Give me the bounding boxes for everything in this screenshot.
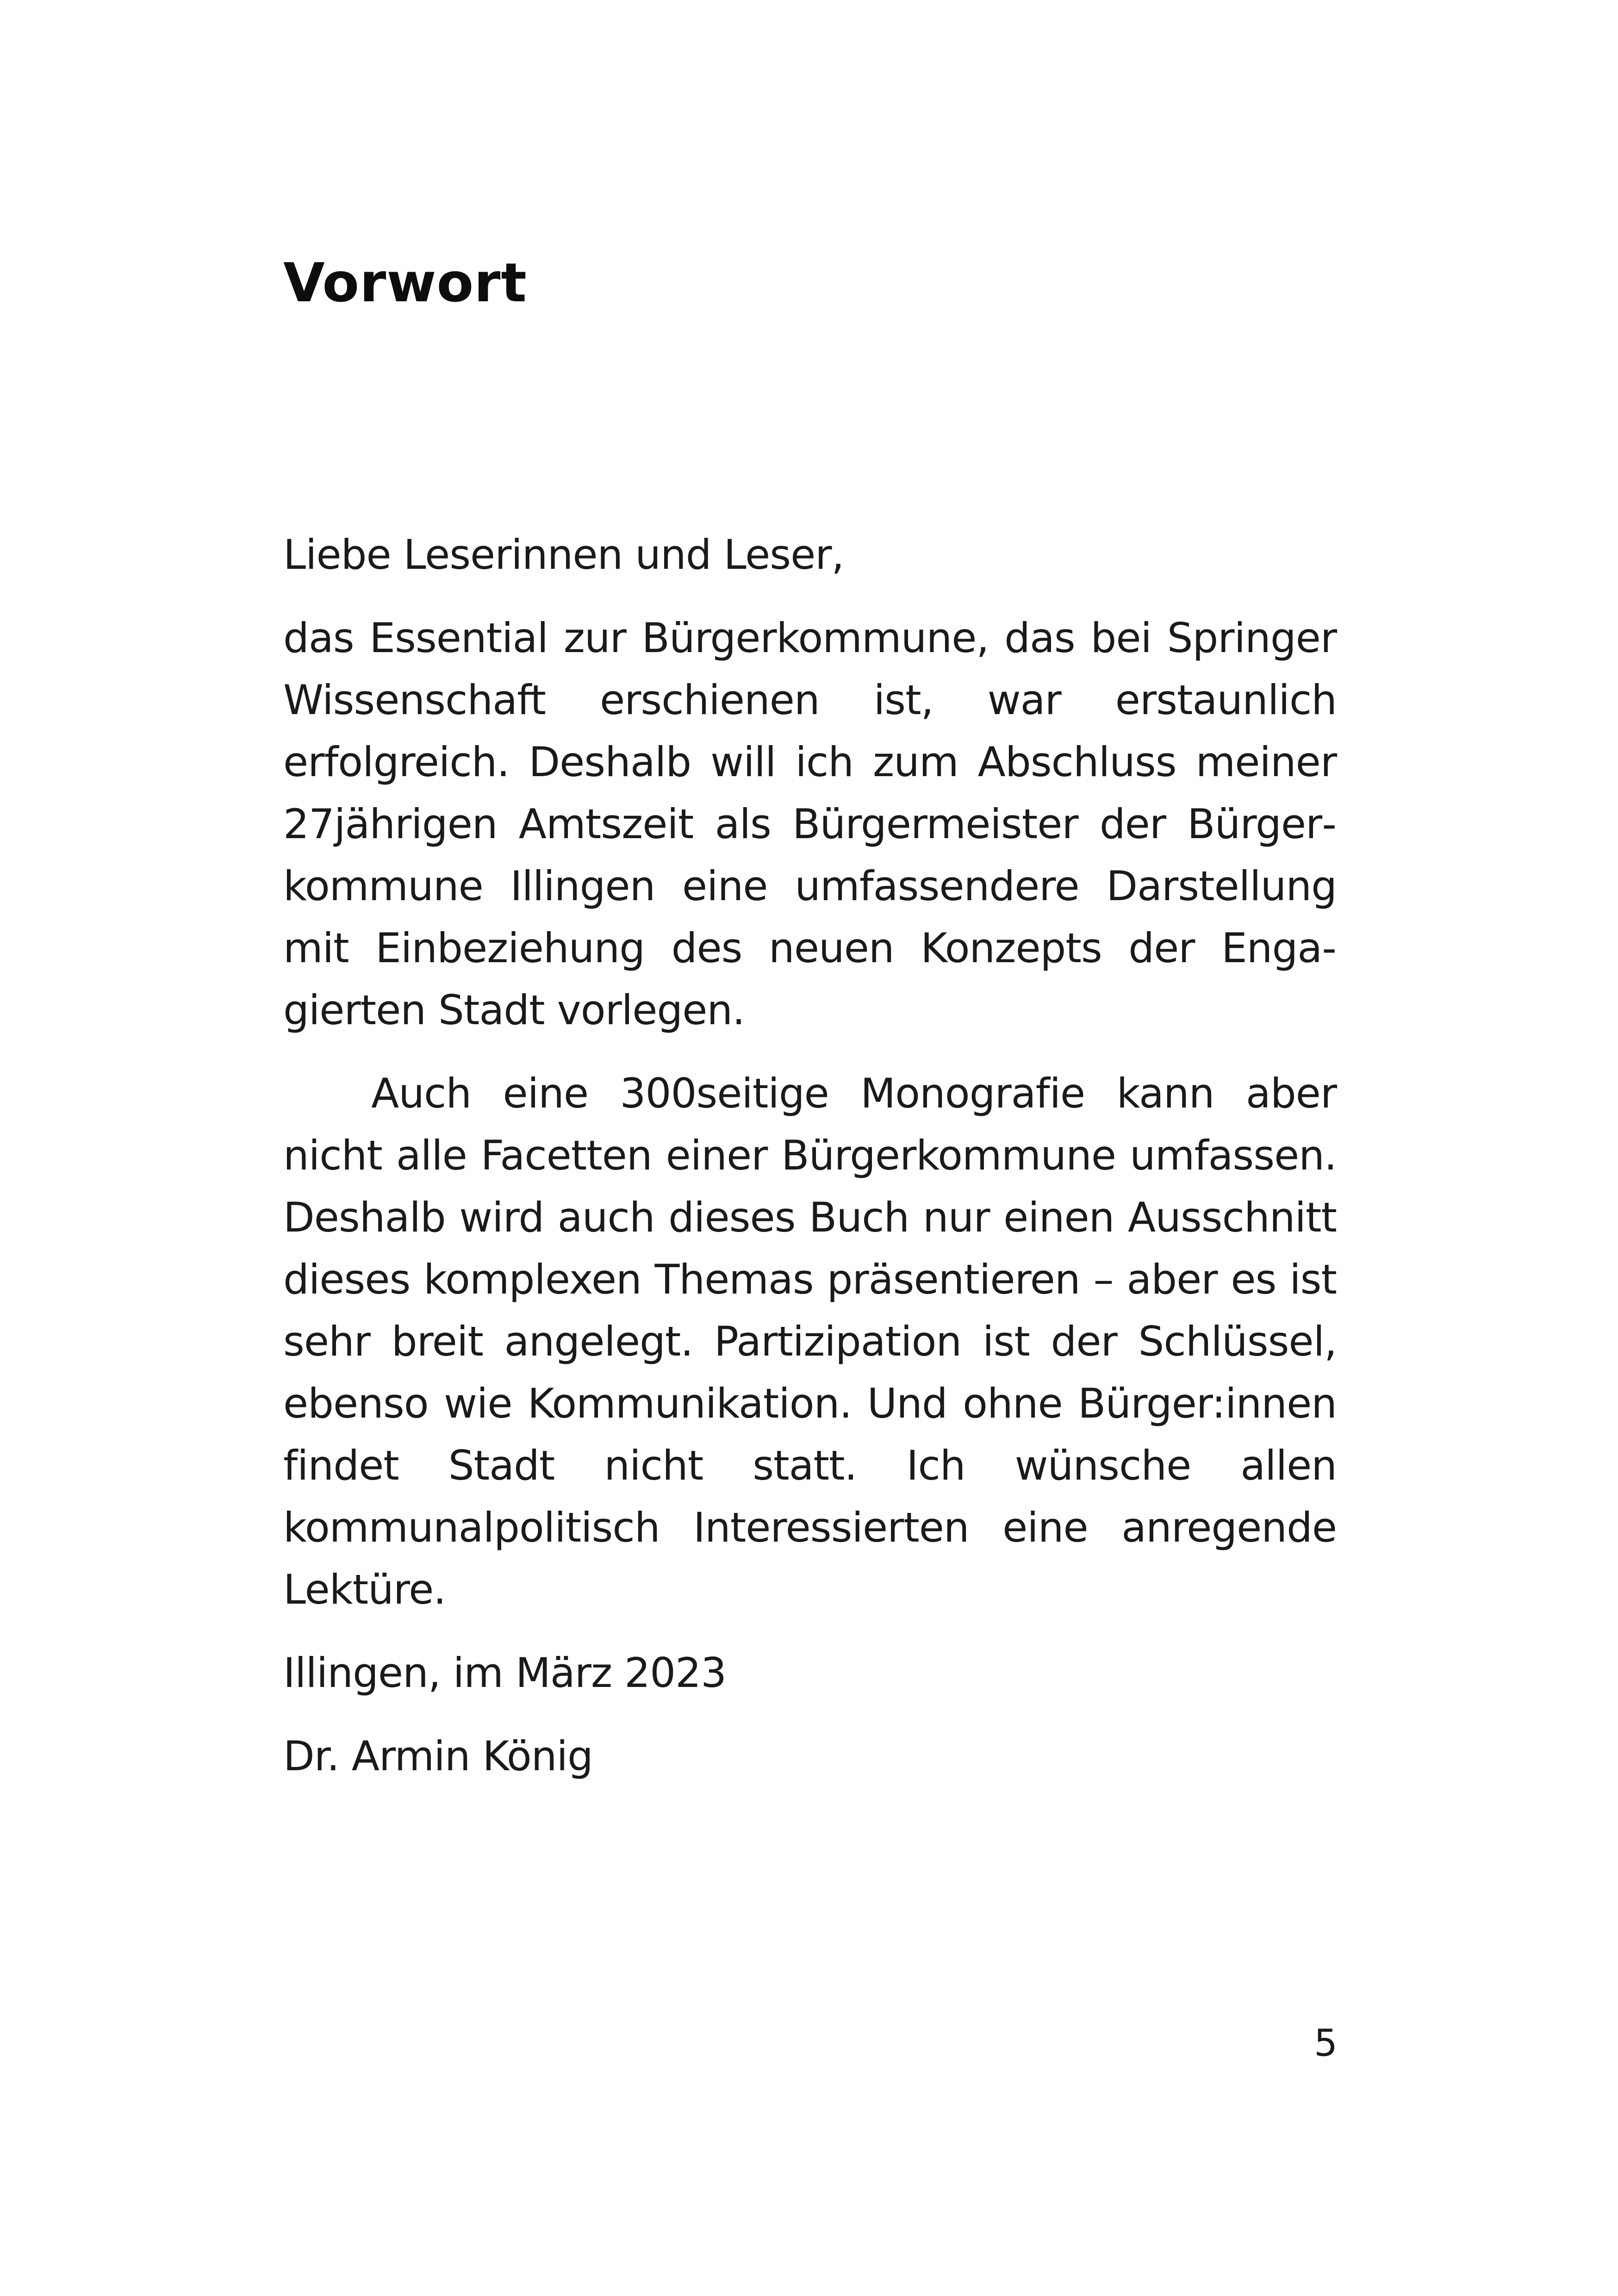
salutation: Liebe Leserinnen und Leser,: [283, 531, 844, 579]
paragraph-2: Auch eine 300seitige Monografie kann aber nicht alle Facetten einer Bürgerkommune umfassen. Deshalb wird auch dieses Buch nur einen Ausschnitt dieses komplexen Themas präsentieren – aber es ist sehr breit angelegt. Partizipation ist der Schlüssel, ebenso wie Kommunikation. Und ohne Bürger:innen findet Stadt nicht statt. Ich wünsche allen kommunalpolitisch Interessierten eine anregende Lektüre.: [283, 1070, 1337, 1613]
page-heading: Vorwort: [283, 252, 527, 314]
foreword-body: [283, 524, 1337, 1787]
signature: Dr. Armin König: [283, 1732, 593, 1780]
place-date: Illingen, im März 2023: [283, 1649, 727, 1697]
page-number: 5: [1314, 2022, 1338, 2065]
paragraph-1: das Essential zur Bürgerkommune, das bei Springer Wissenschaft erschienen ist, war erstaunlich erfolgreich. Deshalb will ich zum Abschluss meiner 27jährigen Amtszeit als Bürgermeister der Bürgerkommune Illingen eine umfassendere Darstellung mit Einbeziehung des neuen Konzepts der Engagierten Stadt vorlegen.: [283, 614, 1337, 1034]
